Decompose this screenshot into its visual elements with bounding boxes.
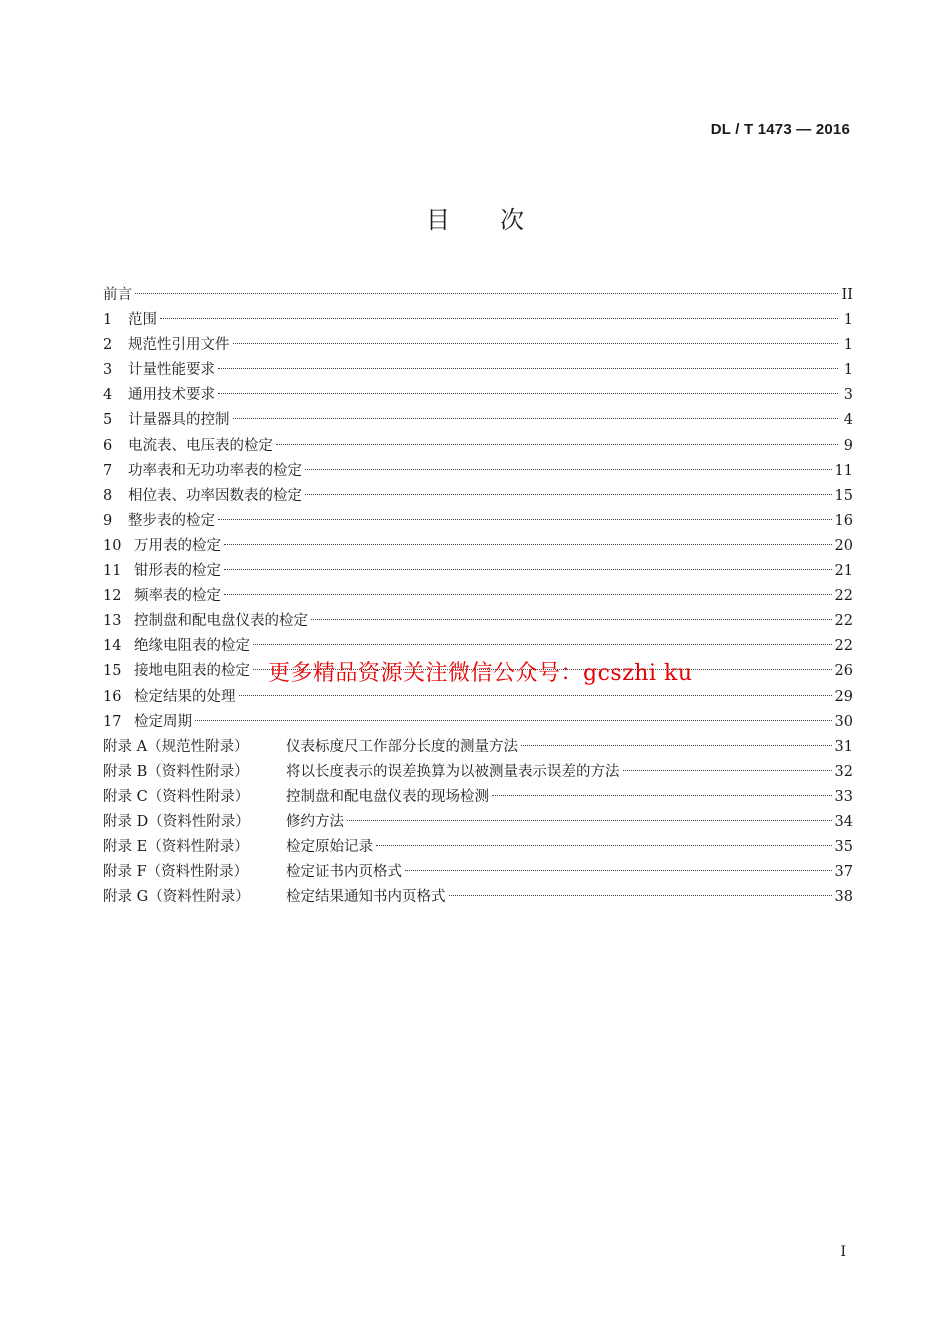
appendix-page: 33 xyxy=(834,788,853,805)
toc-entry-page: II xyxy=(841,287,853,303)
toc-entry-page: 16 xyxy=(834,512,853,529)
toc-appendix-entry[interactable] xyxy=(103,785,853,810)
toc-entry-page: 30 xyxy=(834,713,853,730)
appendix-label: 附录 E（资料性附录） xyxy=(103,839,249,856)
toc-entry-page: 22 xyxy=(834,638,853,655)
appendix-page: 34 xyxy=(834,813,853,830)
toc-entry[interactable] xyxy=(103,584,853,609)
dot-leader xyxy=(224,568,832,570)
toc-entry-title: 电流表、电压表的检定 xyxy=(128,437,273,454)
toc-entry-number: 3 xyxy=(103,362,113,379)
dot-leader xyxy=(405,869,832,871)
toc-entry-page: 4 xyxy=(843,412,853,429)
toc-entry-page: 29 xyxy=(834,688,853,705)
toc-entry-page: 20 xyxy=(834,537,853,554)
toc-entry-title: 相位表、功率因数表的检定 xyxy=(128,487,302,504)
dot-leader xyxy=(492,794,832,796)
toc-entry-page: 11 xyxy=(834,462,853,479)
toc-entry[interactable] xyxy=(103,408,853,433)
appendix-title: 检定原始记录 xyxy=(286,839,373,856)
dot-leader xyxy=(305,493,832,495)
toc-entry[interactable] xyxy=(103,509,853,534)
toc-entry-number: 14 xyxy=(103,638,122,655)
toc-entry[interactable] xyxy=(103,434,853,459)
dot-leader xyxy=(276,443,838,445)
toc-entry-title: 检定结果的处理 xyxy=(134,688,236,705)
appendix-label: 附录 A（规范性附录） xyxy=(103,738,249,755)
appendix-title: 检定结果通知书内页格式 xyxy=(286,889,446,906)
toc-entry-title: 整步表的检定 xyxy=(128,512,215,529)
toc-entry-title: 规范性引用文件 xyxy=(128,337,230,354)
toc-entry-number: 11 xyxy=(103,563,122,580)
toc-entry-number: 2 xyxy=(103,337,113,354)
toc-entry-title: 前言 xyxy=(103,287,132,303)
dot-leader xyxy=(218,392,838,394)
toc-entry[interactable] xyxy=(103,609,853,634)
dot-leader xyxy=(376,844,832,846)
toc-entry-title: 频率表的检定 xyxy=(134,588,221,605)
appendix-label: 附录 F（资料性附录） xyxy=(103,864,249,881)
dot-leader xyxy=(224,543,832,545)
toc-entry-page: 21 xyxy=(834,563,853,580)
page-title: 目次 xyxy=(426,206,574,234)
toc-entry-number: 7 xyxy=(103,462,113,479)
appendix-title: 仪表标度尺工作部分长度的测量方法 xyxy=(286,738,518,755)
toc-entry-title: 功率表和无功功率表的检定 xyxy=(128,462,302,479)
dot-leader xyxy=(233,342,839,344)
toc-entry-number: 9 xyxy=(103,512,113,529)
toc-entry[interactable] xyxy=(103,459,853,484)
dot-leader xyxy=(623,769,832,771)
toc-entry-title: 检定周期 xyxy=(134,713,192,730)
page-number: I xyxy=(840,1244,846,1260)
appendix-title: 修约方法 xyxy=(286,813,344,830)
dot-leader xyxy=(218,367,838,369)
dot-leader xyxy=(160,317,838,319)
dot-leader xyxy=(347,819,832,821)
toc-entry-page: 15 xyxy=(834,487,853,504)
toc-entry[interactable] xyxy=(103,559,853,584)
toc-entry-page: 3 xyxy=(843,387,853,404)
toc-entry[interactable] xyxy=(103,308,853,333)
appendix-page: 38 xyxy=(834,889,853,906)
toc-entry-title: 范围 xyxy=(128,312,157,329)
toc-entry-title: 绝缘电阻表的检定 xyxy=(134,638,250,655)
toc-appendix-list xyxy=(103,735,853,911)
toc-entry-page: 26 xyxy=(834,663,853,680)
toc-entry-title: 通用技术要求 xyxy=(128,387,215,404)
toc-appendix-entry[interactable] xyxy=(103,735,853,760)
toc-entry-page: 22 xyxy=(834,613,853,630)
toc-entry-number: 5 xyxy=(103,412,113,429)
toc-entry-number: 10 xyxy=(103,537,122,554)
toc-entry[interactable] xyxy=(103,333,853,358)
appendix-page: 32 xyxy=(834,763,853,780)
toc-entry-title: 钳形表的检定 xyxy=(134,563,221,580)
dot-leader xyxy=(253,643,832,645)
toc-entry[interactable] xyxy=(103,358,853,383)
toc-entry[interactable] xyxy=(103,534,853,559)
dot-leader xyxy=(135,292,838,294)
toc-entry[interactable] xyxy=(103,710,853,735)
watermark-text: 更多精品资源关注微信公众号：gcszhi ku xyxy=(268,661,693,686)
toc-appendix-entry[interactable] xyxy=(103,885,853,910)
appendix-label: 附录 D（资料性附录） xyxy=(103,813,250,830)
toc-entry-title: 计量器具的控制 xyxy=(128,412,230,429)
dot-leader xyxy=(305,468,832,470)
dot-leader xyxy=(195,719,832,721)
toc-entry[interactable] xyxy=(103,685,853,710)
toc-entry-title: 接地电阻表的检定 xyxy=(134,663,250,680)
toc-entry-title: 万用表的检定 xyxy=(134,537,221,554)
dot-leader xyxy=(218,518,832,520)
toc-appendix-entry[interactable] xyxy=(103,760,853,785)
toc-entry-title: 控制盘和配电盘仪表的检定 xyxy=(134,613,308,630)
toc-entry-number: 6 xyxy=(103,437,113,454)
appendix-page: 31 xyxy=(834,738,853,755)
toc-entry[interactable] xyxy=(103,383,853,408)
appendix-label: 附录 B（资料性附录） xyxy=(103,763,249,780)
appendix-title: 控制盘和配电盘仪表的现场检测 xyxy=(286,788,489,805)
dot-leader xyxy=(311,618,832,620)
toc-appendix-entry[interactable] xyxy=(103,860,853,885)
dot-leader xyxy=(239,694,832,696)
toc-entry-page: 9 xyxy=(843,437,853,454)
toc-entry-number: 8 xyxy=(103,487,113,504)
appendix-page: 35 xyxy=(834,839,853,856)
toc-entry-number: 4 xyxy=(103,387,113,404)
toc-appendix-entry[interactable] xyxy=(103,810,853,835)
appendix-page: 37 xyxy=(834,864,853,881)
toc-entry[interactable] xyxy=(103,484,853,509)
appendix-title: 将以长度表示的误差换算为以被测量表示误差的方法 xyxy=(286,763,620,780)
toc-entry-page: 1 xyxy=(843,362,853,379)
toc-entry-title: 计量性能要求 xyxy=(128,362,215,379)
toc-entry-page: 1 xyxy=(843,337,853,354)
toc-entry-page: 22 xyxy=(834,588,853,605)
appendix-label: 附录 G（资料性附录） xyxy=(103,889,250,906)
dot-leader xyxy=(521,744,832,746)
toc-entry-number: 13 xyxy=(103,613,122,630)
toc-entry-number: 12 xyxy=(103,588,122,605)
toc-entry-number: 16 xyxy=(103,688,122,705)
appendix-label: 附录 C（资料性附录） xyxy=(103,788,250,805)
toc-entry-page: 1 xyxy=(843,312,853,329)
dot-leader xyxy=(233,417,839,419)
toc-entry-number: 15 xyxy=(103,663,122,680)
toc-appendix-entry[interactable] xyxy=(103,835,853,860)
dot-leader xyxy=(449,894,832,896)
dot-leader xyxy=(224,593,832,595)
toc-entry-number: 1 xyxy=(103,312,113,329)
toc-entry[interactable] xyxy=(103,283,853,308)
standard-code: DL / T 1473 — 2016 xyxy=(710,121,850,138)
table-of-contents xyxy=(103,283,853,910)
appendix-title: 检定证书内页格式 xyxy=(286,864,402,881)
toc-entry-number: 17 xyxy=(103,713,122,730)
